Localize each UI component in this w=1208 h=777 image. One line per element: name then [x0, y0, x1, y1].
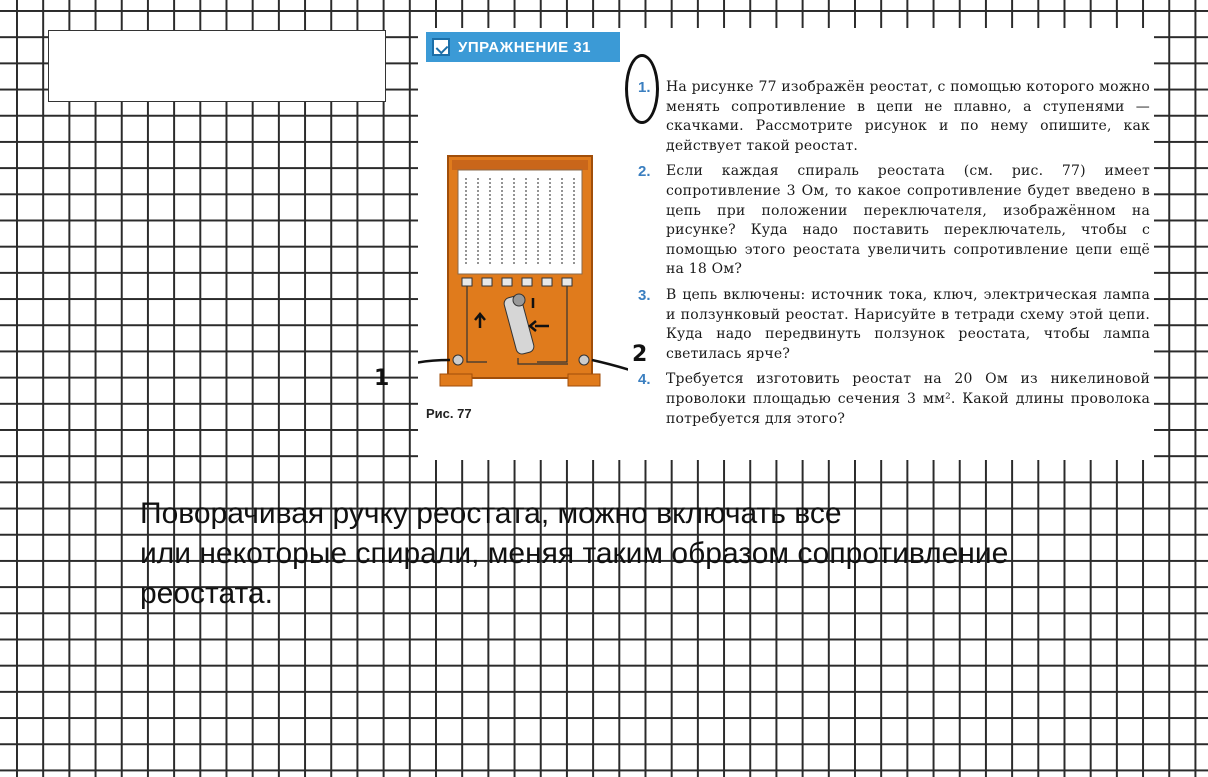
- textbook-page: [418, 28, 1154, 460]
- exercise-icon: [432, 38, 450, 56]
- handwritten-label-1: 1: [374, 366, 390, 391]
- task-text: На рисунке 77 изображён реостат, с помощью которого можно менять сопротивление в цепи не плавно, а ступенями — скачками. Рассмотрите рисунок и по нему опишите, как действует такой реостат.: [666, 79, 1150, 154]
- answer-text: [140, 494, 1140, 614]
- exercise-header: [426, 32, 620, 62]
- rheostat-top: [452, 160, 588, 170]
- answer-line: или некоторые спирали, меняя таким образом сопротивление: [140, 537, 1009, 570]
- figure-caption: Рис. 77: [426, 406, 472, 421]
- task-text: Требуется изготовить реостат на 20 Ом из никелиновой проволоки площадью сечения 3 мм². Какой длины проволока потребуется для этого?: [666, 371, 1150, 427]
- task-text: В цепь включены: источник тока, ключ, электрическая лампа и ползунковый реостат. Нарисуйте в тетради схему этой цепи. Куда надо передвинуть ползунок реостата, чтобы лампа светилась ярче?: [666, 286, 1150, 362]
- task-item: [638, 162, 1150, 280]
- coil-panel: [458, 170, 582, 274]
- rheostat-figure: [418, 148, 628, 408]
- arrow-to-terminal-left: [418, 360, 450, 368]
- task-text: Если каждая спираль реостата (см. рис. 77) имеет сопротивление 3 Ом, то какое сопротивление будет введено в цепь при положении переключателя, изображённом на рисунке? Куда надо поставить переключатель, чтобы с помощью этого реостата увеличить сопротивление цепи ещё на 18 Ом?: [666, 163, 1150, 278]
- foot-left: [440, 374, 472, 386]
- exercise-title: УПРАЖНЕНИЕ 31: [458, 38, 591, 56]
- terminal-right: [579, 355, 589, 365]
- answer-line: Поворачивая ручку реостата, можно включать все: [140, 497, 842, 530]
- task-item: [638, 78, 1150, 156]
- handwritten-label-2: 2: [632, 342, 648, 367]
- task-number: 1.: [638, 79, 651, 96]
- task-list: [638, 78, 1150, 435]
- terminal-left: [453, 355, 463, 365]
- arrow-to-terminal-right: [592, 360, 628, 370]
- task-number: 2.: [638, 163, 651, 181]
- task-number: 3.: [638, 286, 651, 304]
- answer-line: реостата.: [140, 577, 273, 610]
- foot-right: [568, 374, 600, 386]
- task-number: 4.: [638, 371, 651, 389]
- name-box: [48, 30, 386, 102]
- task-item: [638, 286, 1150, 364]
- task-item: [638, 370, 1150, 429]
